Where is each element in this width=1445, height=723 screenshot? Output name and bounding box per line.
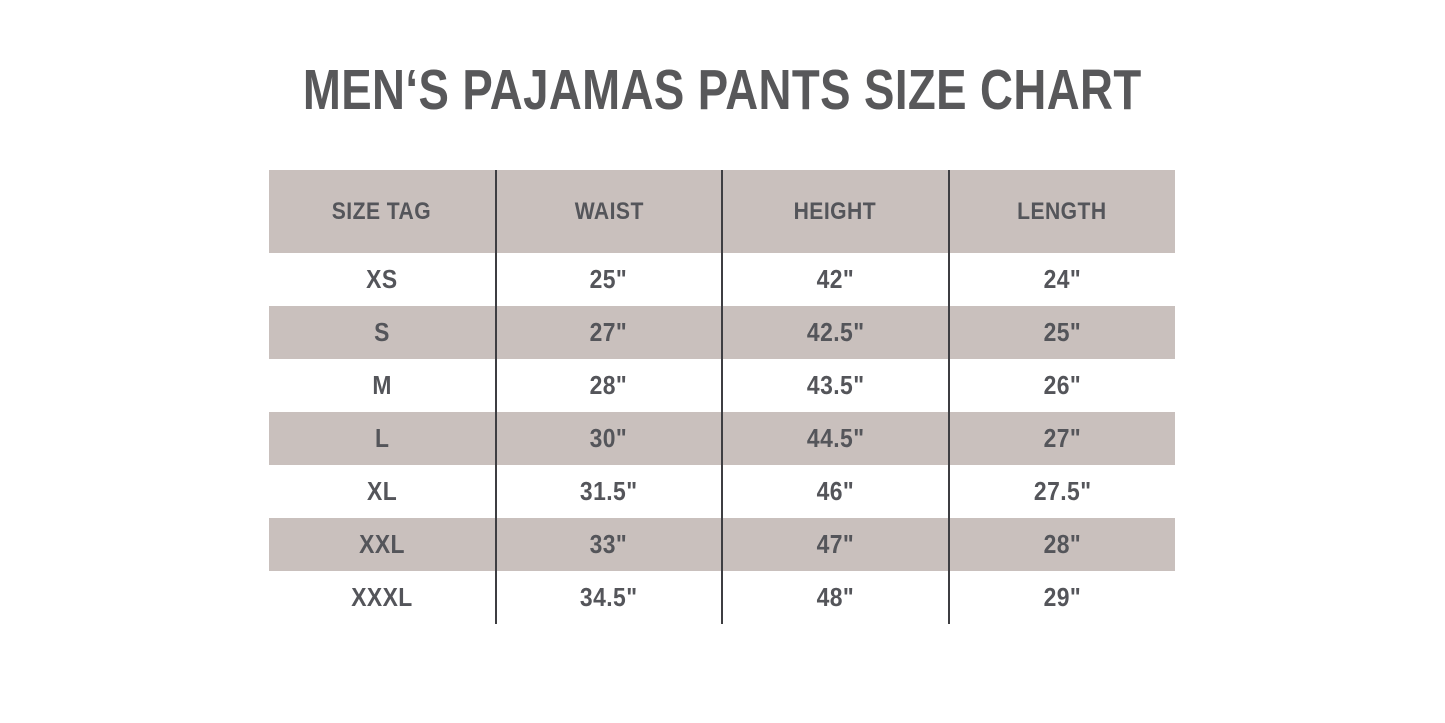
height-cell [722,571,949,624]
length-cell [949,253,1176,306]
length-cell [949,412,1176,465]
size-value: XXL [358,529,405,559]
height-cell [722,518,949,571]
table-row-xxl [269,518,1175,571]
length-cell [949,465,1176,518]
waist-value: 34.5" [579,582,638,612]
length-value: 24" [1043,264,1082,294]
size-value: S [373,317,390,347]
page-title [0,58,1445,137]
height-value: 44.5" [806,423,865,453]
size-value: XL [366,476,397,506]
table-row-xl [269,465,1175,518]
size-cell [269,518,496,571]
table-row-xs [269,253,1175,306]
size-value: XXXL [350,582,413,612]
length-cell [949,306,1176,359]
column-header-size-tag [269,170,496,253]
height-value: 46" [816,476,855,506]
column-header-label: LENGTH [1017,197,1107,225]
waist-cell [496,518,723,571]
height-cell [722,359,949,412]
column-header-length [949,170,1176,253]
length-value: 25" [1043,317,1082,347]
table-row-m [269,359,1175,412]
waist-cell [496,571,723,624]
column-header-label: WAIST [574,197,644,225]
column-header-height [722,170,949,253]
size-cell [269,253,496,306]
height-value: 42" [816,264,855,294]
column-header-waist [496,170,723,253]
table-row-s [269,306,1175,359]
size-chart-table [269,170,1175,624]
length-cell [949,359,1176,412]
length-value: 29" [1043,582,1082,612]
table-header-row [269,170,1175,253]
size-cell [269,359,496,412]
size-cell [269,465,496,518]
waist-cell [496,412,723,465]
page-title-text: MEN‘S PAJAMAS PANTS SIZE CHART [303,58,1142,122]
waist-cell [496,253,723,306]
size-value: M [371,370,392,400]
column-header-label: HEIGHT [794,197,877,225]
length-cell [949,571,1176,624]
waist-value: 31.5" [579,476,638,506]
size-cell [269,412,496,465]
table-row-xxxl [269,571,1175,624]
size-cell [269,306,496,359]
size-value: L [374,423,389,453]
height-cell [722,412,949,465]
height-value: 43.5" [806,370,865,400]
waist-cell [496,465,723,518]
height-value: 42.5" [806,317,865,347]
waist-value: 33" [589,529,628,559]
table-row-l [269,412,1175,465]
column-header-label: SIZE TAG [332,197,432,225]
waist-cell [496,306,723,359]
waist-value: 25" [589,264,628,294]
waist-cell [496,359,723,412]
height-value: 47" [816,529,855,559]
waist-value: 28" [589,370,628,400]
height-cell [722,253,949,306]
length-value: 27" [1043,423,1082,453]
waist-value: 30" [589,423,628,453]
length-value: 28" [1043,529,1082,559]
height-cell [722,306,949,359]
length-value: 27.5" [1033,476,1092,506]
length-cell [949,518,1176,571]
height-cell [722,465,949,518]
waist-value: 27" [589,317,628,347]
size-cell [269,571,496,624]
size-value: XS [366,264,398,294]
height-value: 48" [816,582,855,612]
length-value: 26" [1043,370,1082,400]
